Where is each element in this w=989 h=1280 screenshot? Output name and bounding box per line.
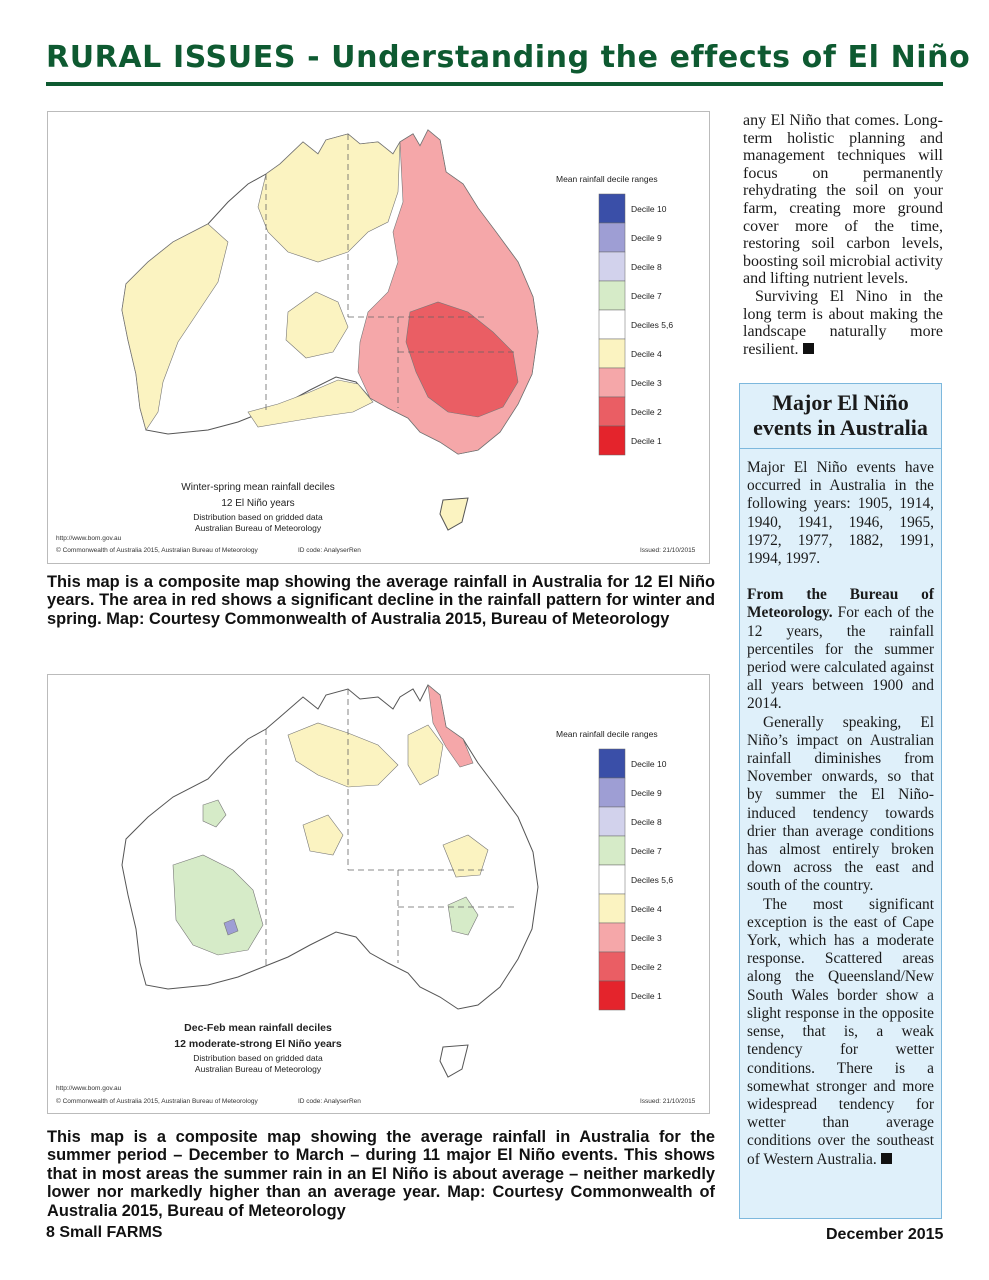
legend-items bbox=[599, 194, 673, 455]
sidebar-paragraph-end bbox=[747, 896, 934, 1169]
legend-swatch-5 bbox=[599, 894, 625, 923]
footer-page-number: 8 Small FARMS bbox=[46, 1224, 163, 1241]
tasmania bbox=[440, 498, 468, 530]
map2-copyright: © Commonwealth of Australia 2015, Australian Bureau of Meteorology bbox=[56, 1098, 258, 1105]
map2-note2: Australian Bureau of Meteorology bbox=[194, 1064, 322, 1074]
sidebar-box bbox=[739, 383, 942, 1219]
map2-subtitle: 12 moderate-strong El Niño years bbox=[174, 1038, 342, 1050]
map1-url: http://www.bom.gov.au bbox=[56, 535, 122, 542]
legend-swatch-5 bbox=[599, 339, 625, 368]
legend-swatch-6 bbox=[599, 923, 625, 952]
legend-items bbox=[599, 749, 673, 1010]
article-column bbox=[743, 112, 943, 358]
map1-issued: Issued: 21/10/2015 bbox=[640, 547, 696, 554]
legend-label-8: Decile 1 bbox=[631, 436, 662, 446]
legend-swatch-3 bbox=[599, 836, 625, 865]
footer-date: December 2015 bbox=[826, 1226, 944, 1243]
legend-swatch-2 bbox=[599, 807, 625, 836]
legend-label-6: Decile 3 bbox=[631, 933, 662, 943]
legend-swatch-7 bbox=[599, 952, 625, 981]
legend-label-3: Decile 7 bbox=[631, 291, 662, 301]
legend-label-1: Decile 9 bbox=[631, 788, 662, 798]
legend-label-6: Decile 3 bbox=[631, 378, 662, 388]
legend-swatch-1 bbox=[599, 223, 625, 252]
sidebar-paragraph-text: The most significant exception is the east of Cape York, which has a moderate response. Scattered areas along the Queensland/New South Wales border show a slight response in the opposite sense, that is, a weak tendency for wetter conditions. There is a somewhat stronger and more widespread tendency for wetter than average conditions over the southeast of Western Australia. bbox=[747, 895, 934, 1168]
article-paragraph-text: Surviving El Nino in the long term is about making the landscape naturally more resilient. bbox=[743, 287, 943, 358]
legend-swatch-8 bbox=[599, 426, 625, 455]
sidebar-paragraph bbox=[747, 586, 934, 713]
map1-id-code: ID code: AnalyserRen bbox=[298, 547, 361, 554]
legend-swatch-2 bbox=[599, 252, 625, 281]
legend-swatch-8 bbox=[599, 981, 625, 1010]
legend-swatch-4 bbox=[599, 310, 625, 339]
map2-note1: Distribution based on gridded data bbox=[193, 1053, 323, 1063]
header-rule bbox=[46, 82, 943, 86]
map2-title: Dec-Feb mean rainfall deciles bbox=[184, 1022, 332, 1034]
legend-label-0: Decile 10 bbox=[631, 759, 667, 769]
legend-swatch-1 bbox=[599, 778, 625, 807]
legend-label-7: Decile 2 bbox=[631, 962, 662, 972]
article-paragraph: any El Niño that comes. Long-term holistic planning and management techniques will focus on permanently rehydrating the soil on your farm, creating more ground cover more of the time, restoring soil carbon levels, boosting soil microbial activity and lifting nutrient levels. bbox=[743, 112, 943, 288]
legend-label-4: Deciles 5,6 bbox=[631, 320, 674, 330]
map2-caption: This map is a composite map showing the average rainfall in Australia for the summer period – December to March – during 11 major El Niño events. This shows that in most areas the summer rain in an El Niño is about average – neither markedly lower nor markedly higher than an average year. Map: Courtesy Commonwealth of Australia 2015, Bureau of Meteorology bbox=[47, 1128, 715, 1220]
legend-label-2: Decile 8 bbox=[631, 817, 662, 827]
legend-swatch-7 bbox=[599, 397, 625, 426]
legend-label-4: Deciles 5,6 bbox=[631, 875, 674, 885]
map1-note1: Distribution based on gridded data bbox=[193, 512, 323, 522]
legend-title: Mean rainfall decile ranges bbox=[556, 729, 658, 739]
legend-swatch-4 bbox=[599, 865, 625, 894]
article-paragraph-end bbox=[743, 288, 943, 358]
legend-label-8: Decile 1 bbox=[631, 991, 662, 1001]
legend-label-3: Decile 7 bbox=[631, 846, 662, 856]
legend-swatch-0 bbox=[599, 749, 625, 778]
legend-label-7: Decile 2 bbox=[631, 407, 662, 417]
end-mark-icon bbox=[803, 343, 814, 354]
map1-caption: This map is a composite map showing the average rainfall in Australia for 12 El Niño years. The area in red shows a significant decline in the rainfall pattern for winter and spring. Map: Courtesy Commonwealth of Australia 2015, Bureau of Meteorology bbox=[47, 573, 715, 628]
legend-label-1: Decile 9 bbox=[631, 233, 662, 243]
legend-swatch-0 bbox=[599, 194, 625, 223]
map2-issued: Issued: 21/10/2015 bbox=[640, 1098, 696, 1105]
map1-note2: Australian Bureau of Meteorology bbox=[194, 523, 322, 533]
legend-label-5: Decile 4 bbox=[631, 904, 662, 914]
legend-label-0: Decile 10 bbox=[631, 204, 667, 214]
legend-title: Mean rainfall decile ranges bbox=[556, 174, 658, 184]
sidebar-paragraph-text: For each of the 12 years, the rainfall percentiles for the summer period were calculated against all years between 1900 and 2014. bbox=[747, 604, 934, 713]
legend-swatch-3 bbox=[599, 281, 625, 310]
legend-label-5: Decile 4 bbox=[631, 349, 662, 359]
tasmania bbox=[440, 1045, 468, 1077]
end-mark-icon bbox=[881, 1153, 892, 1164]
sidebar-paragraph: Generally speaking, El Niño’s impact on Australian rainfall diminishes from November onwards, so that by summer the El Niño-induced tendency towards drier than average conditions has almost entirely broken down across the east and south of the country. bbox=[747, 713, 934, 895]
map1-subtitle: 12 El Niño years bbox=[221, 498, 295, 509]
legend-label-2: Decile 8 bbox=[631, 262, 662, 272]
map1-copyright: © Commonwealth of Australia 2015, Australian Bureau of Meteorology bbox=[56, 547, 258, 554]
map2-id-code: ID code: AnalyserRen bbox=[298, 1098, 361, 1105]
map-winter-spring bbox=[47, 111, 710, 564]
sidebar-paragraph: Major El Niño events have occurred in Australia in the following years: 1905, 1914, 1940, 1941, 1946, 1965, 1972, 1977, 1882, 1991, 1994, 1997. bbox=[747, 459, 934, 568]
sidebar-lead: From the Bureau of Meteorology. bbox=[747, 586, 934, 622]
sidebar-heading: Major El Niño events in Australia bbox=[753, 390, 928, 440]
sidebar-divider bbox=[740, 448, 941, 449]
map2-url: http://www.bom.gov.au bbox=[56, 1085, 122, 1092]
legend-swatch-6 bbox=[599, 368, 625, 397]
map1-title: Winter-spring mean rainfall deciles bbox=[181, 482, 335, 493]
map-dec-feb bbox=[47, 674, 710, 1114]
page-header-title: RURAL ISSUES - Understanding the effects of El Niño bbox=[46, 40, 971, 75]
